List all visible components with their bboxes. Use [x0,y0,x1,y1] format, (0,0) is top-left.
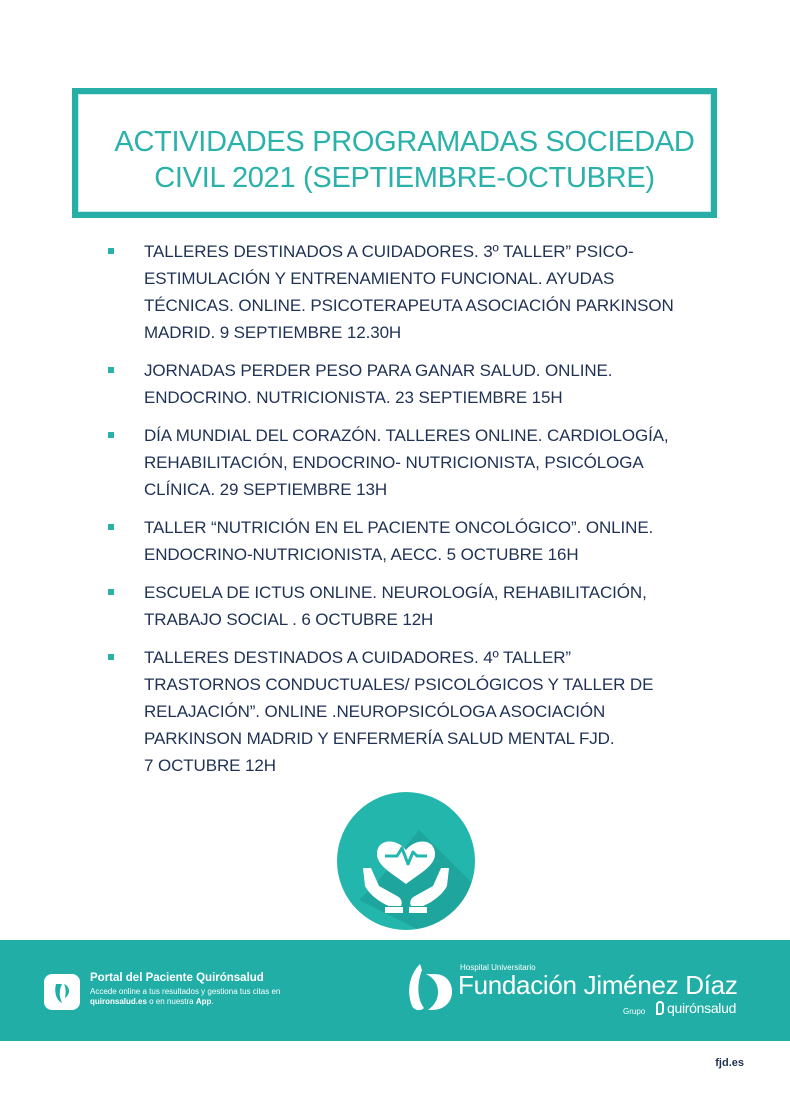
portal-subtitle [90,987,304,1007]
title-box [72,88,717,218]
hospital-name-part-2: Jiménez Díaz [576,970,738,1000]
hospital-name [458,970,738,1001]
portal-sub-text-2: o en nuestra [146,997,196,1006]
portal-title: Portal del Paciente Quirónsalud [90,972,264,984]
bullet-icon [108,248,114,254]
portal-sub-end: . [211,997,214,1006]
list-item [108,514,708,568]
list-item [108,644,708,779]
portal-app: App [195,997,212,1006]
bullet-icon [108,432,114,438]
quironsalud-app-icon [44,974,80,1010]
portal-sub-text: Accede online a tus resultados y gestiona tus citas en [90,987,281,996]
list-item [108,422,708,503]
bullet-icon [108,589,114,595]
portal-link[interactable]: quironsalud.es [90,997,147,1006]
bullet-icon [108,654,114,660]
list-item-text: ESCUELA DE ICTUS ONLINE. NEUROLOGÍA, REHABILITACIÓN, TRABAJO SOCIAL . 6 OCTUBRE 12H [144,583,647,629]
fjd-logo-icon [402,960,457,1015]
list-item [108,238,708,346]
title-line-1: ACTIVIDADES PROGRAMADAS SOCIEDAD [114,126,695,158]
bullet-icon [108,367,114,373]
hospital-name-part-1: Fundación [458,970,577,1000]
grupo-label: Grupo [623,1007,646,1016]
site-url[interactable]: fjd.es [715,1057,744,1069]
hospital-small-label: Hospital Universitario [460,963,536,972]
bullet-icon [108,524,114,530]
title-line-2: CIVIL 2021 (SEPTIEMBRE-OCTUBRE) [154,162,655,194]
heart-hands-icon [319,790,493,932]
page-title [78,124,711,196]
quironsalud-label: quirónsalud [667,1000,737,1016]
list-item-text: TALLERES DESTINADOS A CUIDADORES. 4º TALLER” TRASTORNOS CONDUCTUALES/ PSICOLÓGICOS Y TALLER DE RELAJACIÓN”. ONLINE .NEUROPSICÓLOGA ASOCIACIÓN PARKINSON MADRID Y ENFERMERÍA SALUD MENTAL FJD. 7 OCTUBRE 12H [144,648,654,775]
quironsalud-brand [656,1000,736,1016]
list-item [108,579,708,633]
list-item-text: JORNADAS PERDER PESO PARA GANAR SALUD. ONLINE. ENDOCRINO. NUTRICIONISTA. 23 SEPTIEMBRE 15H [144,361,613,407]
list-item-text: DÍA MUNDIAL DEL CORAZÓN. TALLERES ONLINE. CARDIOLOGÍA, REHABILITACIÓN, ENDOCRINO- NUTRICIONISTA, PSICÓLOGA CLÍNICA. 29 SEPTIEMBRE 13H [144,426,669,499]
list-item-text: TALLERES DESTINADOS A CUIDADORES. 3º TALLER” PSICO- ESTIMULACIÓN Y ENTRENAMIENTO FUNCIONAL. AYUDAS TÉCNICAS. ONLINE. PSICOTERAPEUTA ASOCIACIÓN PARKINSON MADRID. 9 SEPTIEMBRE 12.30H [144,242,674,342]
activity-list [108,238,708,790]
list-item-text: TALLER “NUTRICIÓN EN EL PACIENTE ONCOLÓGICO”. ONLINE. ENDOCRINO-NUTRICIONISTA, AECC. 5 OCTUBRE 16H [144,518,654,564]
quironsalud-icon [656,1001,664,1015]
list-item [108,357,708,411]
